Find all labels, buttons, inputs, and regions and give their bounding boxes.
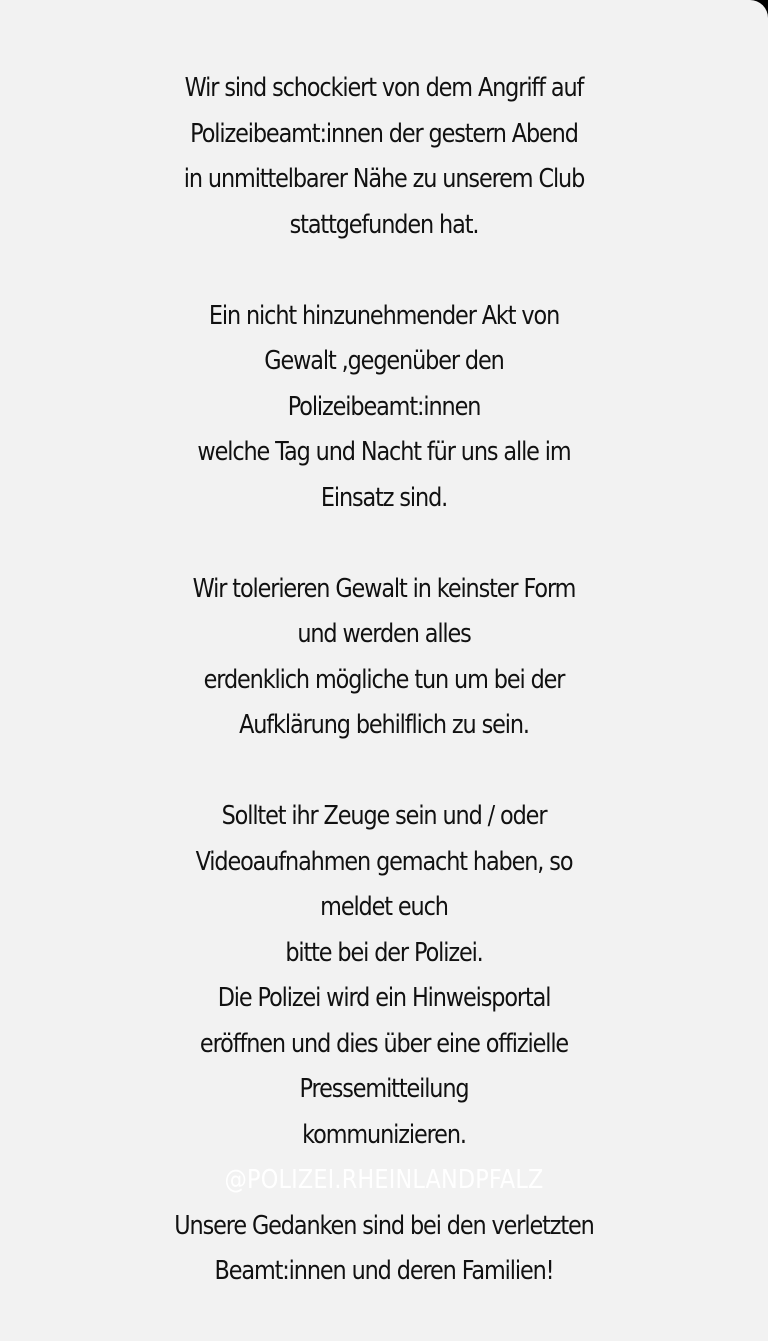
statement-line: Beamt:innen und deren Familien! xyxy=(214,1256,554,1286)
paragraph-gap xyxy=(54,521,714,567)
statement-line: Solltet ihr Zeuge sein und / oder xyxy=(221,801,547,831)
statement-line: Einsatz sind. xyxy=(320,482,448,513)
statement-line: meldet euch xyxy=(320,892,448,922)
statement-line: welche Tag und Nacht für uns alle im xyxy=(197,437,571,467)
statement-line: Aufklärung behilflich zu sein. xyxy=(239,710,529,740)
statement-line: Unsere Gedanken sind bei den verletzten xyxy=(174,1210,594,1241)
statement-line: kommunizieren. xyxy=(302,1119,466,1150)
statement-line: stattgefunden hat. xyxy=(289,209,479,240)
statement-line: erdenklich mögliche tun um bei der xyxy=(203,664,565,695)
paragraph-gap xyxy=(54,749,714,795)
statement-line: Wir sind schockiert von dem Angriff auf xyxy=(184,73,584,103)
statement-line: Ein nicht hinzunehmender Akt von xyxy=(208,300,560,331)
statement-line: Polizeibeamt:innen der gestern Abend xyxy=(190,118,578,149)
statement-line: Die Polizei wird ein Hinweisportal xyxy=(217,983,551,1013)
story-statement-text xyxy=(54,66,714,1295)
statement-line: eröffnen und dies über eine offizielle xyxy=(199,1028,569,1059)
statement-line: Polizeibeamt:innen xyxy=(287,391,481,422)
statement-line: Videoaufnahmen gemacht haben, so xyxy=(195,846,573,877)
paragraph-gap xyxy=(54,248,714,294)
statement-line: Wir tolerieren Gewalt in keinster Form xyxy=(192,573,576,604)
statement-line: bitte bei der Polizei. xyxy=(285,937,483,968)
statement-line: Gewalt ,gegenüber den xyxy=(264,346,504,376)
account-mention-tag[interactable]: @POLIZEI.RHEINLANDPFALZ xyxy=(224,1165,544,1195)
statement-line: und werden alles xyxy=(297,619,471,649)
statement-line: in unmittelbarer Nähe zu unserem Club xyxy=(183,164,585,194)
statement-line: Pressemitteilung xyxy=(299,1074,469,1104)
